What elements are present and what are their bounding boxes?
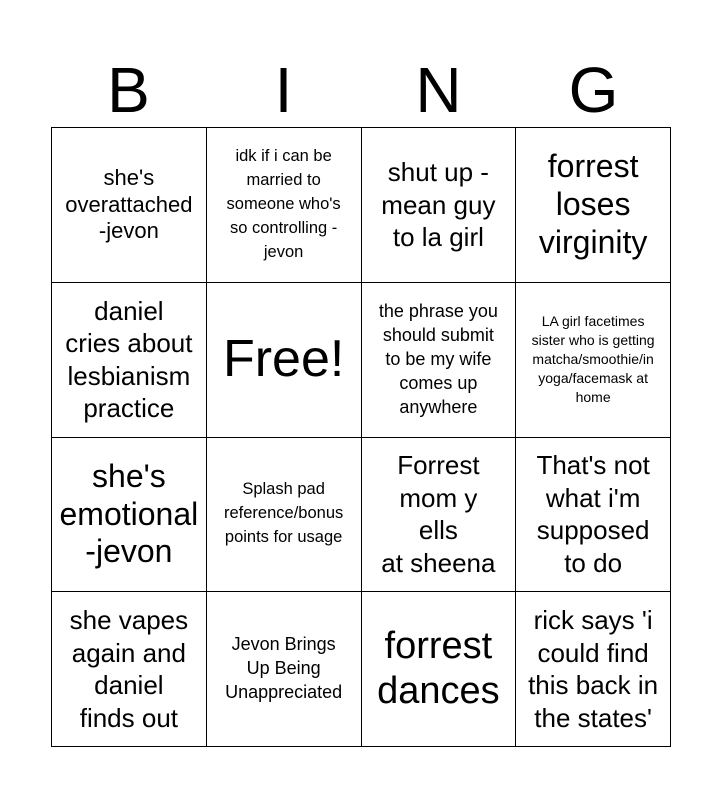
cell-text: idk if i can be married to someone who's so controlling - jevon [226, 147, 341, 261]
bingo-board [51, 127, 671, 747]
bingo-cell[interactable] [52, 592, 207, 747]
bingo-cell[interactable] [362, 128, 517, 283]
cell-text: she's emotional -jevon [59, 457, 199, 570]
bingo-cell[interactable] [207, 438, 362, 593]
bingo-header [51, 52, 671, 128]
cell-text: the phrase you should submit to be my wife comes up anywhere [378, 300, 498, 417]
cell-text: Splash pad reference/bonus points for usage [224, 480, 344, 547]
cell-text: she's overattached -jevon [65, 165, 193, 244]
cell-text: Forrest mom y ells at sheena [381, 450, 496, 578]
bingo-cell[interactable] [516, 283, 671, 438]
cell-text: she vapes again and daniel finds out [69, 605, 189, 733]
bingo-cell[interactable] [362, 438, 517, 593]
cell-text: Free! [222, 330, 345, 389]
bingo-cell[interactable] [52, 438, 207, 593]
cell-text: rick says 'i could find this back in the states' [528, 605, 659, 733]
cell-text: forrest dances [377, 624, 500, 713]
cell-text: daniel cries about lesbianism practice [65, 295, 193, 424]
bingo-cell[interactable] [362, 283, 517, 438]
bingo-cell[interactable] [207, 592, 362, 747]
bingo-cell[interactable] [516, 438, 671, 593]
cell-text: LA girl facetimes sister who is getting matcha/smoothie/in yoga/facemask at home [531, 313, 655, 405]
bingo-cell[interactable] [52, 283, 207, 438]
free-cell[interactable] [207, 283, 362, 438]
bingo-cell[interactable] [207, 128, 362, 283]
bingo-cell[interactable] [516, 128, 671, 283]
header-letter-b: B [107, 54, 150, 126]
header-letter-n: N [415, 54, 462, 126]
bingo-cell[interactable] [516, 592, 671, 747]
cell-text: That's not what i'm supposed to do [536, 450, 650, 578]
cell-text: forrest loses virginity [538, 148, 648, 260]
cell-text: shut up - mean guy to la girl [381, 157, 496, 253]
bingo-cell[interactable] [362, 592, 517, 747]
header-letter-g: G [568, 54, 619, 126]
bingo-cell[interactable] [52, 128, 207, 283]
header-letter-i: I [274, 54, 293, 126]
cell-text: Jevon Brings Up Being Unappreciated [225, 634, 343, 703]
